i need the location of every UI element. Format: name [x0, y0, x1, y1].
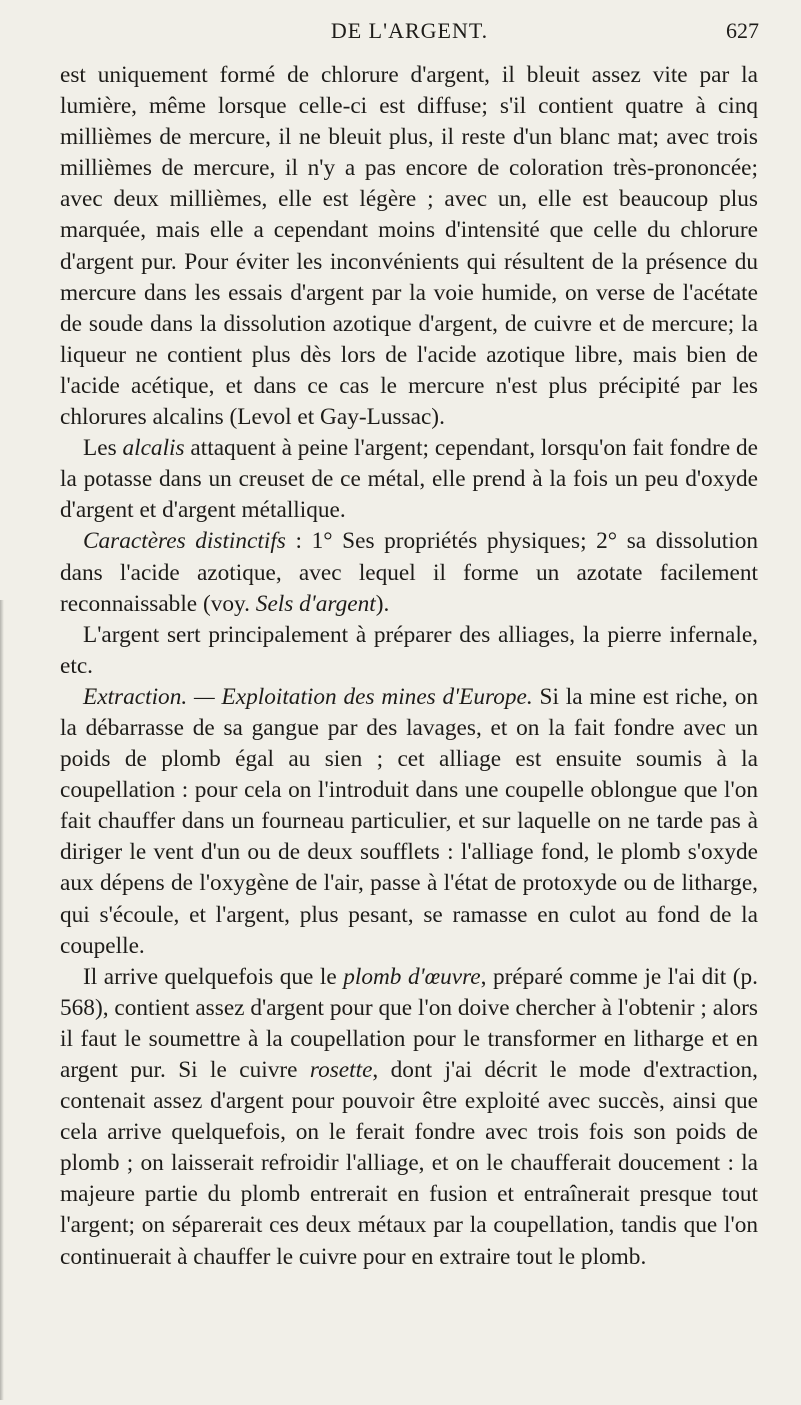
running-title: DE L'ARGENT.	[330, 18, 489, 43]
section-heading-extraction: Extraction. — Exploitation des mines d'Europe.	[83, 683, 533, 710]
paragraph-6-text-b: , préparé comme je l'ai dit (p. 568), contient assez d'argent pour que l'on doive chercher à l'obtenir ; alors il faut le soumettre à la coupellation pour le transformer en litharge et en argent pur. Si le cuivre	[60, 963, 759, 1083]
page-number: 627	[726, 18, 759, 43]
paragraph-3-text-b: ).	[375, 590, 390, 617]
binding-shadow	[0, 600, 4, 1400]
term-sels-d-argent: Sels d'argent	[255, 590, 376, 617]
paragraph-6	[60, 962, 758, 1273]
paragraph-2-text-a: Les	[83, 435, 123, 462]
paragraph-5-text: Si la mine est riche, on la débarrasse de sa gangue par des lavages, et on la fait fondre avec un poids de plomb égal au sien ; cet alliage est ensuite soumis à la coupellation : pour cela on l'introduit dans une coupelle oblongue que l'on fait chauffer dans un fourneau particulier, et sur laquelle on ne tarde pas à diriger le vent d'un ou de deux soufflets : l'alliage fond, le plomb s'oxyde aux dépens de l'oxygène de l'air, passe à l'état de protoxyde ou de litharge, qui s'écoule, et l'argent, plus pesant, se ramasse en culot au fond de la coupelle.	[60, 683, 758, 959]
term-caracteres-distinctifs: Caractères distinctifs	[83, 528, 286, 555]
paragraph-1: est uniquement formé de chlorure d'argent, il bleuit assez vite par la lumière, même lorsque celle-ci est diffuse; s'il contient quatre à cinq millièmes de mercure, il ne bleuit plus, il reste d'un blanc mat; avec trois millièmes de mercure, il n'y a pas encore de coloration très-prononcée; avec deux millièmes, elle est légère ; avec un, elle est beaucoup plus marquée, mais elle a cependant moins d'intensité que celle du chlorure d'argent pur. Pour éviter les inconvénients qui résultent de la présence du mercure dans les essais d'argent par la voie humide, on verse de l'acétate de soude dans la dissolution azotique d'argent, de cuivre et de mercure; la liqueur ne contient plus dès lors de l'acide azotique libre, mais bien de l'acide acétique, et dans ce cas le mercure n'est plus précipité par les chlorures alcalins (Levol et Gay-Lussac).	[60, 62, 758, 431]
running-header	[60, 18, 759, 52]
term-alcalis: alcalis	[122, 435, 185, 462]
term-plomb-d-oeuvre: plomb d'œuvre	[343, 963, 481, 990]
paragraph-2-text-b: attaquent à peine l'argent; cependant, lorsqu'on fait fondre de la potasse dans un creuset de ce métal, elle prend à la fois un peu d'oxyde d'argent et d'argent métallique.	[60, 435, 758, 524]
paragraph-5	[60, 682, 758, 962]
paragraph-6-text-a: Il arrive quelquefois que le	[83, 963, 344, 990]
paragraph-3	[60, 526, 758, 619]
body-text	[60, 60, 758, 1273]
paragraph-6-text-c: , dont j'ai décrit le mode d'extraction, contenait assez d'argent pour pouvoir être exploité avec succès, ainsi que cela arrive quelquefois, on le ferait fondre avec trois fois son poids de plomb ; on laisserait refroidir l'alliage, et on le chaufferait doucement : la majeure partie du plomb entrerait en fusion et entraînerait presque tout l'argent; on séparerait ces deux métaux par la coupellation, tandis que l'on continuerait à chauffer le cuivre pour en extraire tout le plomb.	[60, 1057, 759, 1270]
paragraph-4: L'argent sert principalement à préparer des alliages, la pierre infernale, etc.	[60, 621, 758, 679]
term-rosette: rosette	[309, 1057, 373, 1083]
paragraph-3-text-a: : 1° Ses propriétés physiques; 2° sa dissolution dans l'acide azotique, avec lequel il forme un azotate facilement reconnaissable (voy.	[60, 528, 758, 617]
paragraph-2	[60, 433, 758, 526]
